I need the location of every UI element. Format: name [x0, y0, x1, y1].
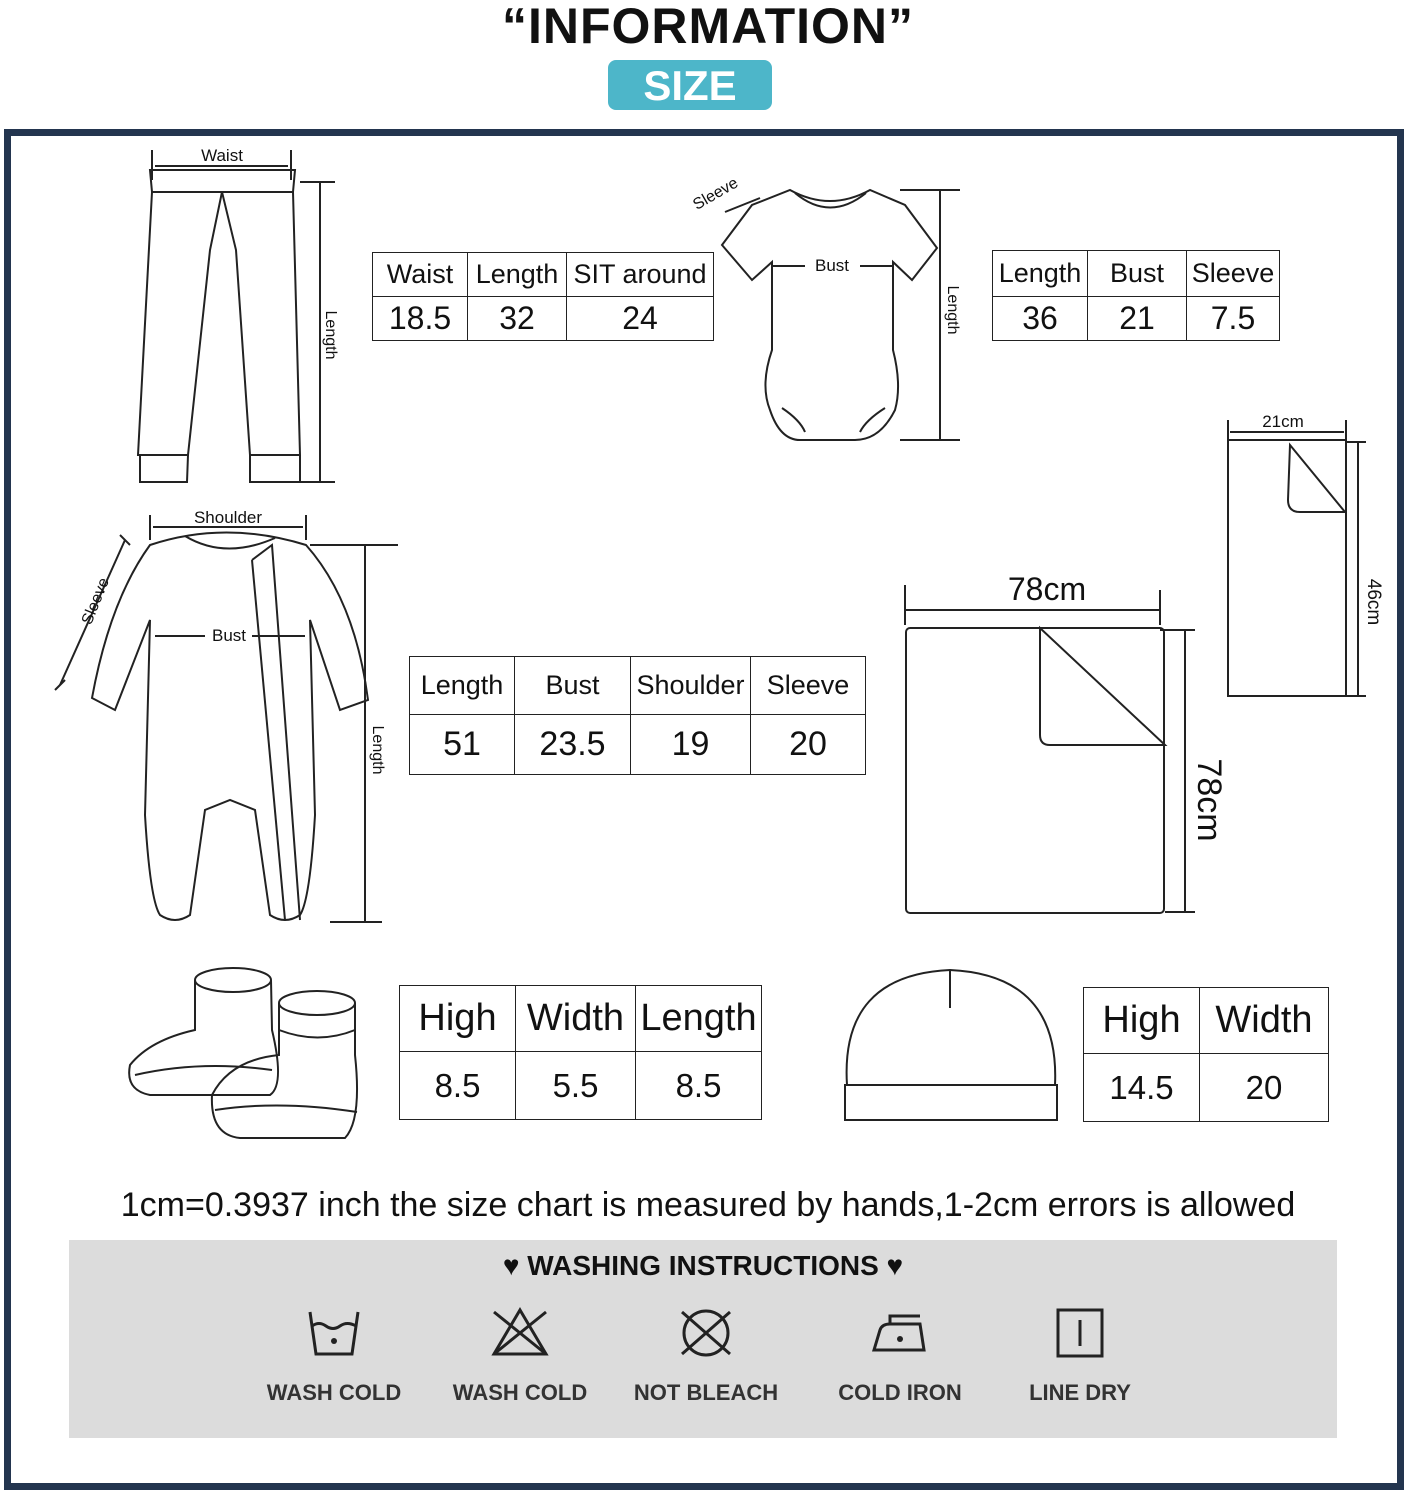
- heart-icon: ♥: [502, 1250, 528, 1281]
- table-cell: 8.5: [400, 1052, 516, 1120]
- table-header: Length: [468, 253, 567, 297]
- care-item-dry: [995, 1306, 1165, 1406]
- care-item-bleach: [621, 1306, 791, 1406]
- bodysuit-bust-label: Bust: [814, 256, 850, 275]
- blanket-height-label: 78cm: [1190, 758, 1228, 842]
- table-cell: 20: [751, 715, 866, 775]
- hat-size-table: [1083, 987, 1329, 1122]
- pants-size-table: [372, 252, 714, 341]
- no-tumble-icon: [490, 1306, 550, 1360]
- iron-icon: [870, 1306, 930, 1360]
- table-cell: 32: [468, 297, 567, 341]
- romper-sleeve-label: Sleeve: [78, 575, 113, 628]
- bodysuit-size-table: [992, 250, 1280, 341]
- bib-drawing: [1228, 420, 1366, 696]
- table-cell: 7.5: [1187, 297, 1280, 341]
- bib-width-label: 21cm: [1262, 412, 1304, 431]
- table-cell: 20: [1200, 1054, 1329, 1122]
- washing-title: [69, 1250, 1337, 1282]
- care-label: COLD IRON: [838, 1380, 962, 1405]
- romper-size-table: [409, 656, 866, 775]
- table-header: Length: [993, 251, 1088, 297]
- table-cell: 14.5: [1084, 1054, 1200, 1122]
- page-title: “INFORMATION”: [501, 0, 915, 54]
- washing-instructions-panel: [69, 1240, 1337, 1438]
- pants-waist-label: Waist: [201, 146, 243, 165]
- table-header: Bust: [515, 657, 631, 715]
- bodysuit-length-label: Length: [944, 285, 961, 335]
- pants-length-label: Length: [322, 310, 339, 360]
- size-badge: SIZE: [608, 60, 772, 110]
- table-header: Sleeve: [751, 657, 866, 715]
- table-header: Shoulder: [631, 657, 751, 715]
- bodysuit-sleeve-label: Sleeve: [690, 174, 742, 214]
- table-cell: 18.5: [373, 297, 468, 341]
- pants-drawing: [138, 150, 335, 482]
- table-header: Sleeve: [1187, 251, 1280, 297]
- care-label: WASH COLD: [266, 1380, 402, 1405]
- measurement-note: 1cm=0.3937 inch the size chart is measured by hands,1-2cm errors is allowed: [120, 1186, 1296, 1224]
- hat-drawing: [845, 970, 1057, 1120]
- booties-drawing: [129, 968, 357, 1138]
- wash-tub-icon: [304, 1306, 364, 1360]
- table-header: Waist: [373, 253, 468, 297]
- no-bleach-icon: [676, 1306, 736, 1360]
- table-cell: 5.5: [516, 1052, 636, 1120]
- table-header: High: [400, 986, 516, 1052]
- table-cell: 24: [567, 297, 714, 341]
- bib-height-label: 46cm: [1363, 578, 1384, 626]
- romper-drawing: [55, 515, 398, 922]
- care-item-wash: [249, 1306, 419, 1406]
- care-item-iron: [815, 1306, 985, 1406]
- table-header: Length: [636, 986, 762, 1052]
- heart-icon: ♥: [878, 1250, 904, 1281]
- romper-length-label: Length: [369, 725, 386, 775]
- blanket-width-label: 78cm: [1007, 571, 1087, 607]
- table-cell: 51: [410, 715, 515, 775]
- table-cell: 8.5: [636, 1052, 762, 1120]
- booties-size-table: [399, 985, 762, 1120]
- table-header: Length: [410, 657, 515, 715]
- care-item-tumble: [435, 1306, 605, 1406]
- table-header: Width: [1200, 988, 1329, 1054]
- washing-title-text: WASHING INSTRUCTIONS: [527, 1250, 879, 1281]
- care-label: NOT BLEACH: [633, 1380, 779, 1405]
- care-label: LINE DRY: [1029, 1380, 1131, 1405]
- bodysuit-drawing: [722, 190, 960, 440]
- care-label: WASH COLD: [452, 1380, 588, 1405]
- table-header: Bust: [1088, 251, 1187, 297]
- table-cell: 19: [631, 715, 751, 775]
- table-header: High: [1084, 988, 1200, 1054]
- table-header: SIT around: [567, 253, 714, 297]
- table-cell: 36: [993, 297, 1088, 341]
- blanket-drawing: [905, 585, 1195, 913]
- romper-shoulder-label: Shoulder: [193, 508, 263, 527]
- table-cell: 21: [1088, 297, 1187, 341]
- romper-bust-label: Bust: [211, 626, 247, 645]
- table-header: Width: [516, 986, 636, 1052]
- line-dry-icon: [1050, 1306, 1110, 1360]
- table-cell: 23.5: [515, 715, 631, 775]
